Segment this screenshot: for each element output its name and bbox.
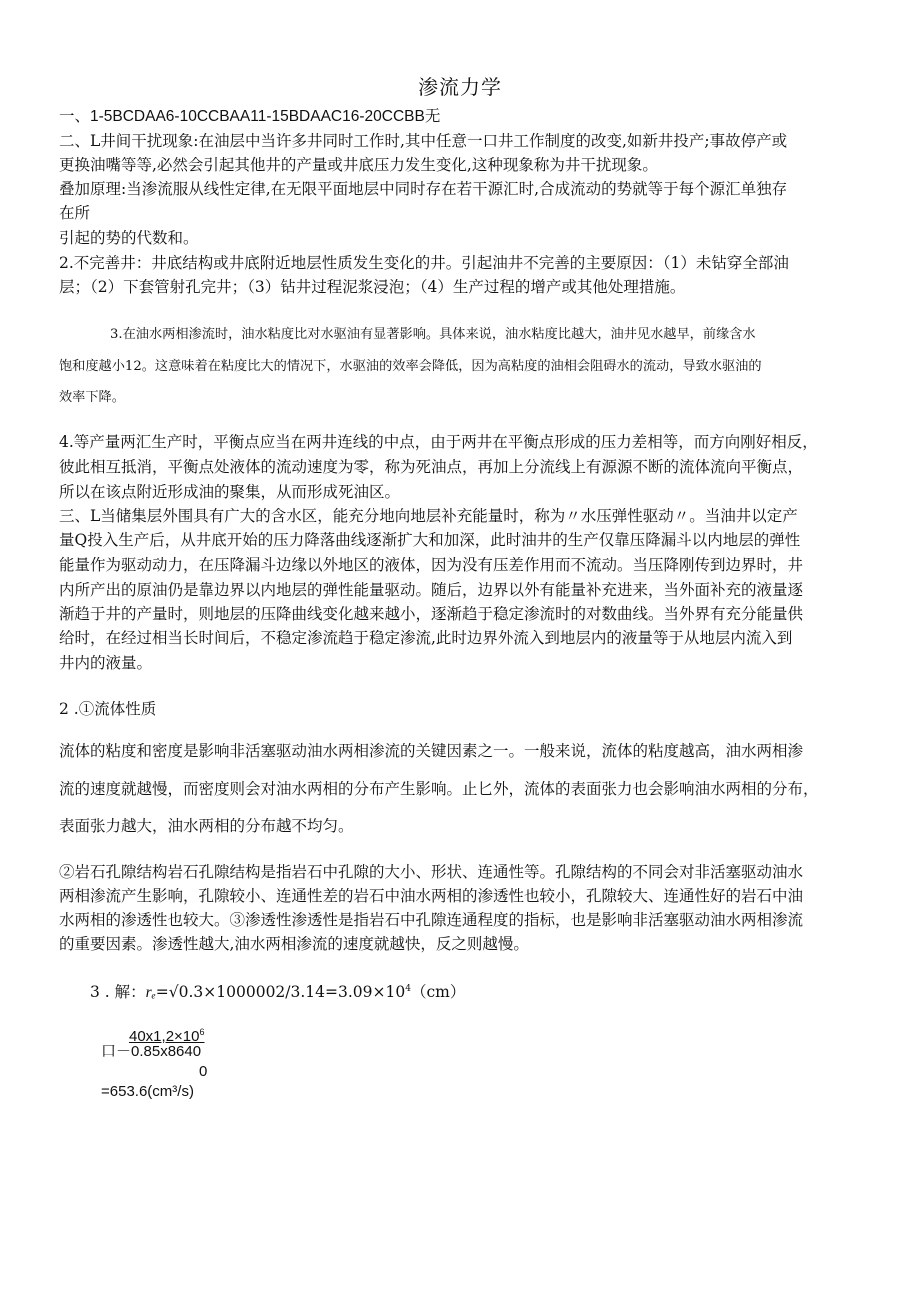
solution-line: [90, 979, 465, 1003]
text-line: 彼此相互抵消，平衡点处液体的流动速度为零，称为死油点，再加上分流线上有源源不断的流体流向平衡点，: [59, 458, 804, 476]
text-line: ②岩石孔隙结构岩石孔隙结构是指岩石中孔隙的大小、形状、连通性等。孔隙结构的不同会对非活塞驱动油水: [59, 863, 804, 881]
text-line: 三、L当储集层外围具有广大的含水区，能充分地向地层补充能量时，称为〃水压弹性驱动〃。当油井以定产: [59, 507, 798, 525]
solution-unit: （cm）: [410, 983, 466, 1002]
text-line: 流体的粘度和密度是影响非活塞驱动油水两相渗流的关键因素之一。一般来说，流体的粘度越高，油水两相渗: [59, 742, 804, 760]
page-title: 渗流力学: [418, 75, 502, 99]
text-line: 层；（2）下套管射孔完井；（3）钻井过程泥浆浸泡；（4）生产过程的增产或其他处理措施。: [59, 278, 686, 296]
formula-numerator: $40x1,2\times 10^6$: [129, 1027, 205, 1045]
formula-result: =653.6(cm³/s): [101, 1083, 194, 1100]
solution-label: 3 . 解：: [90, 983, 146, 1002]
text-line: 叠加原理:当渗流服从线性定律,在无限平面地层中同时存在若干源汇时,合成流动的势就等于每个源汇单独存: [59, 180, 788, 198]
text-line: 的重要因素。渗透性越大,油水两相渗流的速度就越快，反之则越慢。: [59, 935, 529, 953]
text-line: 所以在该点附近形成油的聚集，从而形成死油区。: [59, 483, 401, 501]
text-line: 饱和度越小12。这意味着在粘度比大的情况下，水驱油的效率会降低，因为高粘度的油相会阻碍水的流动，导致水驱油的: [59, 359, 762, 374]
text-line: 流的速度就越慢，而密度则会对油水两相的分布产生影响。止匕外，流体的表面张力也会影响油水两相的分布，: [59, 780, 819, 798]
text-line: 水两相的渗透性也较大。③渗透性渗透性是指岩石中孔隙连通程度的指标，也是影响非活塞驱动油水两相渗流: [59, 911, 804, 929]
multiple-choice-answers: 一、1-5BCDAA6-10CCBAA11-15BDAAC16-20CCBB无: [59, 108, 441, 125]
formula-denominator: 口－0.85x8640: [101, 1043, 202, 1060]
text-line: 4.等产量两汇生产时，平衡点应当在两井连线的中点，由于两井在平衡点形成的压力差相等，而方向刚好相反，: [59, 433, 818, 451]
text-line: 效率下降。: [59, 390, 125, 405]
section-heading: 2 .①流体性质: [59, 700, 157, 718]
text-line: 在所: [59, 204, 91, 222]
text-line: 给时，在经过相当长时间后，不稳定渗流趋于稳定渗流,此时边界外流入到地层内的液量等于从地层内流入到: [59, 629, 793, 647]
re-symbol: rₑ: [145, 984, 156, 1002]
solution-expression: =√0.3×1000002/3.14=3.09×10: [155, 983, 406, 1002]
solution-exponent: 4: [405, 984, 411, 994]
formula-denominator-cont: 0: [199, 1063, 208, 1080]
text-line: 井内的液量。: [59, 654, 153, 672]
numerator-exponent: 6: [199, 1027, 205, 1037]
text-line: 二、L井间干扰现象:在油层中当许多井同时工作时,其中任意一口井工作制度的改变,如新井投产;事故停产或: [59, 132, 788, 150]
text-line: 更换油嘴等等,必然会引起其他井的产量或井底压力发生变化,这种现象称为井干扰现象。: [59, 156, 658, 174]
text-line: 内所产出的原油仍是靠边界以内地层的弹性能量驱动。随后，边界以外有能量补充进来，当外面补充的液量逐: [59, 581, 804, 599]
text-line: 能量作为驱动动力，在压降漏斗边缘以外地区的液体，因为没有压差作用而不流动。当压降刚传到边界时，井: [59, 556, 804, 574]
text-line: 引起的势的代数和。: [59, 229, 199, 247]
text-line: 2.不完善井：井底结构或井底附近地层性质发生变化的井。引起油井不完善的主要原因：（1）未钻穿全部油: [59, 254, 789, 272]
text-line: 3.在油水两相渗流时，油水粘度比对水驱油有显著影响。具体来说，油水粘度比越大，油井见水越早，前缘含水: [110, 327, 756, 342]
text-line: 表面张力越大，油水两相的分布越不均匀。: [59, 817, 354, 835]
text-line: 两相渗流产生影响，孔隙较小、连通性差的岩石中油水两相的渗透性也较小，孔隙较大、连通性好的岩石中油: [59, 887, 804, 905]
text-line: 量Q投入生产后，从井底开始的压力降落曲线逐渐扩大和加深，此时油井的生产仅靠压降漏斗以内地层的弹性: [59, 531, 801, 549]
text-line: 渐趋于井的产量时，则地层的压降曲线变化越来越小，逐渐趋于稳定渗流时的对数曲线。当外界有充分能量供: [59, 605, 804, 623]
